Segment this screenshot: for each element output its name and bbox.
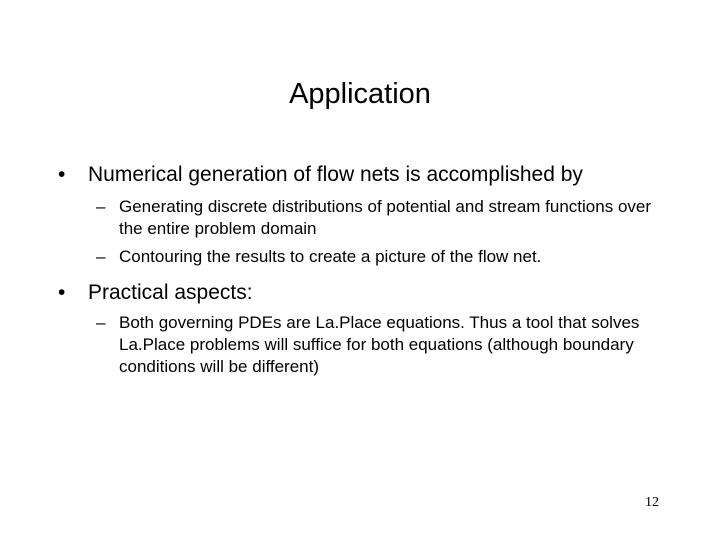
sub-bullet-text: Both governing PDEs are La.Place equations. Thus a tool that solves La.Place problems will suffice for both equations (although boundary conditions will be different) bbox=[119, 313, 640, 376]
sub-bullet-text: Generating discrete distributions of potential and stream functions over the entire problem domain bbox=[119, 197, 652, 238]
sub-bullet-text: Contouring the results to create a picture of the flow net. bbox=[119, 247, 542, 266]
bullet-marker: • bbox=[58, 163, 66, 186]
sub-bullet-marker: – bbox=[96, 247, 106, 266]
sub-bullet-marker: – bbox=[96, 197, 106, 216]
bullet-text: Practical aspects: bbox=[88, 281, 253, 304]
bullet-text: Numerical generation of flow nets is accomplished by bbox=[88, 163, 583, 186]
sub-bullet-marker: – bbox=[96, 313, 106, 332]
bullet-marker: • bbox=[58, 281, 66, 304]
slide-title: Application bbox=[289, 78, 431, 110]
page-number: 12 bbox=[645, 495, 659, 510]
